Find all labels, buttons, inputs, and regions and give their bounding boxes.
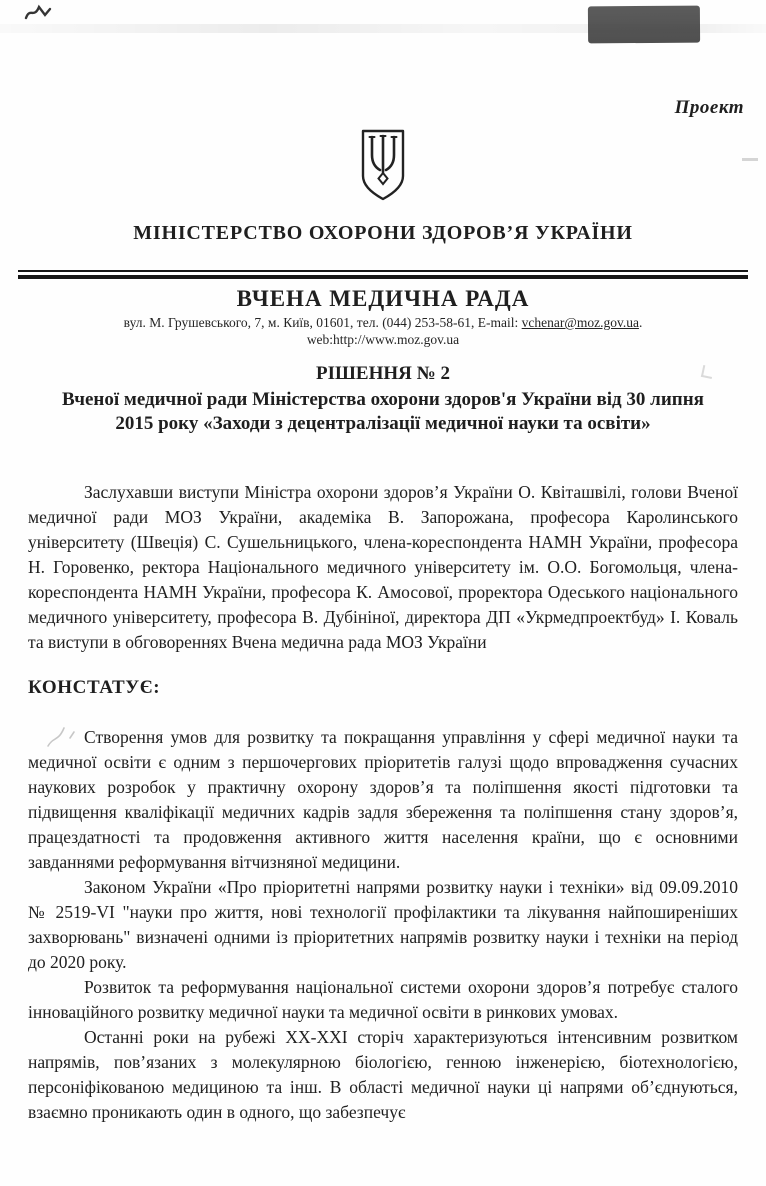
ukraine-trident-icon [360, 128, 406, 202]
council-address [0, 314, 766, 348]
decision-title: РІШЕННЯ № 2 [316, 363, 450, 384]
ministry-title: МІНІСТЕРСТВО ОХОРОНИ ЗДОРОВ’Я УКРАЇНИ [133, 222, 633, 244]
council-website: web:http://www.moz.gov.ua [306, 332, 460, 347]
body-paragraph: Створення умов для розвитку та покращання управління у сфері медичної науки та медичної освіти є одним з першочергових пріоритетів галузі щодо впровадження сучасних наукових розробок у практичну охорону здоров’я та поліпшення якості підготовки та підвищення кваліфікації медичних кадрів задля збереження та поліпшення стану здоров’я, працездатності та продовження активного життя населення країни, що є основними завданнями реформування вітчизняної медицини. [28, 727, 738, 872]
council-name: ВЧЕНА МЕДИЧНА РАДА [236, 286, 530, 311]
scan-artifact-blotch [588, 6, 700, 44]
decision-subtitle-line1: Вченої медичної ради Міністерства охорони здоров'я України від 30 липня [62, 389, 704, 410]
emblem-container [0, 128, 766, 202]
address-period: . [638, 315, 643, 330]
scan-artifact-scribble [24, 4, 52, 22]
preamble-paragraph: Заслухавши виступи Міністра охорони здоров’я України О. Квіташвілі, голови Вченої медичної ради МОЗ України, академіка В. Запорожана, професора Каролинського університету (Швеція) С. Сушельницького, члена-кореспондента НАМН України, професора Н. Горовенко, ректора Національного медичного університету ім. О.О. Богомольця, члена-кореспондента НАМН України, професора К. Амосової, проректора Одеського національного медичного університету, професора В. Дубініної, директора ДП «Укрмедпроектбуд» І. Коваль та виступи в обговореннях Вчена медична рада МОЗ України [28, 482, 738, 652]
body-paragraphs [0, 725, 766, 1125]
scan-artifact-dash [742, 158, 758, 161]
body-paragraph: Розвиток та реформування національної системи охорони здоров’я потребує сталого інноваційного розвитку медичної науки та медичної освіти в ринкових умовах. [28, 977, 738, 1022]
header-divider [18, 270, 748, 279]
decision-subtitle-line2: 2015 року «Заходи з децентралізації медичної науки та освіти» [115, 413, 651, 434]
body-paragraph: Законом України «Про пріоритетні напрями розвитку науки і техніки» від 09.09.2010 № 2519-VI "науки про життя, нові технології профілактики та лікування найпоширеніших захворювань" визначені одними із пріоритетних напрямів розвитку науки і техніки на період до 2020 року. [28, 877, 738, 972]
scan-artifact-pencil-mark [44, 722, 104, 750]
address-text: вул. М. Грушевського, 7, м. Київ, 01601, тел. (044) 253-58-61, E-mail: [123, 315, 522, 330]
email-link: vchenar@moz.gov.ua [521, 315, 639, 330]
draft-label: Проект [674, 97, 744, 118]
states-heading: КОНСТАТУЄ: [28, 677, 161, 698]
body-paragraph: Останні роки на рубежі ХХ-ХХІ сторіч характеризуються інтенсивним розвитком напрямів, пов’язаних з молекулярною біологією, генною інженерією, біотехнологією, персоніфікованою медициною та інш. В області медичної науки ці напрями об’єднуються, взаємно проникають один в одного, що забезпечує [28, 1027, 738, 1122]
address-line [0, 314, 766, 331]
